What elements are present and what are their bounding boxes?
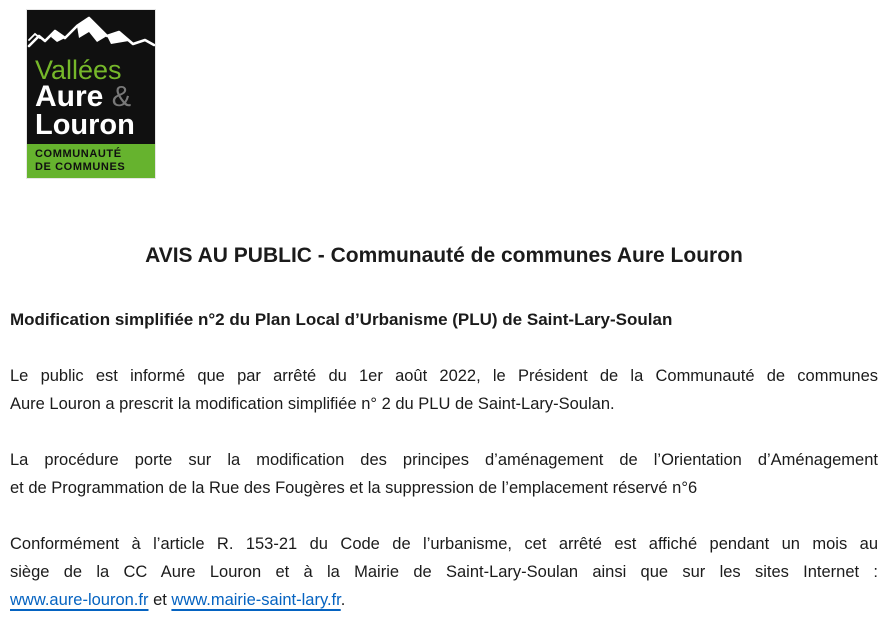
logo-black-panel bbox=[27, 10, 155, 144]
link-separator: et bbox=[148, 591, 172, 609]
paragraph-line: Aure Louron a prescrit la modification simplifiée n° 2 du PLU de Saint-Lary-Soulan. bbox=[10, 395, 615, 413]
paragraph-line: siège de la CC Aure Louron et à la Mairie de Saint-Lary-Soulan ainsi que sur les sites Internet : bbox=[10, 563, 878, 581]
paragraph-affichage bbox=[10, 530, 878, 614]
paragraph-line: Conformément à l’article R. 153-21 du Code de l’urbanisme, cet arrêté est affiché pendant un mois au bbox=[10, 535, 878, 553]
logo-green-band bbox=[27, 144, 155, 178]
logo-aure-word: Aure bbox=[35, 80, 104, 113]
page-title: AVIS AU PUBLIC - Communauté de communes Aure Louron bbox=[145, 244, 743, 267]
link-mairie-saint-lary[interactable]: www.mairie-saint-lary.fr bbox=[171, 591, 341, 609]
logo-text-louron: Louron bbox=[35, 109, 135, 141]
notice-subtitle: Modification simplifiée n°2 du Plan Local d’Urbanisme (PLU) de Saint-Lary-Soulan bbox=[10, 310, 673, 329]
paragraph-line: Le public est informé que par arrêté du 1er août 2022, le Président de la Communauté de communes bbox=[10, 367, 878, 385]
logo-band-line1: COMMUNAUTÉ bbox=[35, 148, 122, 160]
logo-ampersand: & bbox=[111, 81, 132, 113]
logo-text-vallees: Vallées bbox=[35, 55, 122, 85]
paragraph-prescription bbox=[10, 362, 878, 418]
paragraph-line: et de Programmation de la Rue des Fougères et la suppression de l’emplacement réservé n°6 bbox=[10, 479, 698, 497]
links-line bbox=[10, 586, 878, 614]
logo-band-line2: DE COMMUNES bbox=[35, 161, 126, 173]
link-aure-louron[interactable]: www.aure-louron.fr bbox=[10, 591, 149, 609]
logo-text-aure bbox=[27, 80, 155, 113]
sentence-period: . bbox=[340, 591, 346, 609]
logo-vallees-aure-louron bbox=[27, 10, 155, 178]
public-notice-document bbox=[0, 10, 888, 614]
paragraph-procedure bbox=[10, 446, 878, 502]
paragraph-line: La procédure porte sur la modification des principes d’aménagement de l’Orientation d’Aménagement bbox=[10, 451, 878, 469]
